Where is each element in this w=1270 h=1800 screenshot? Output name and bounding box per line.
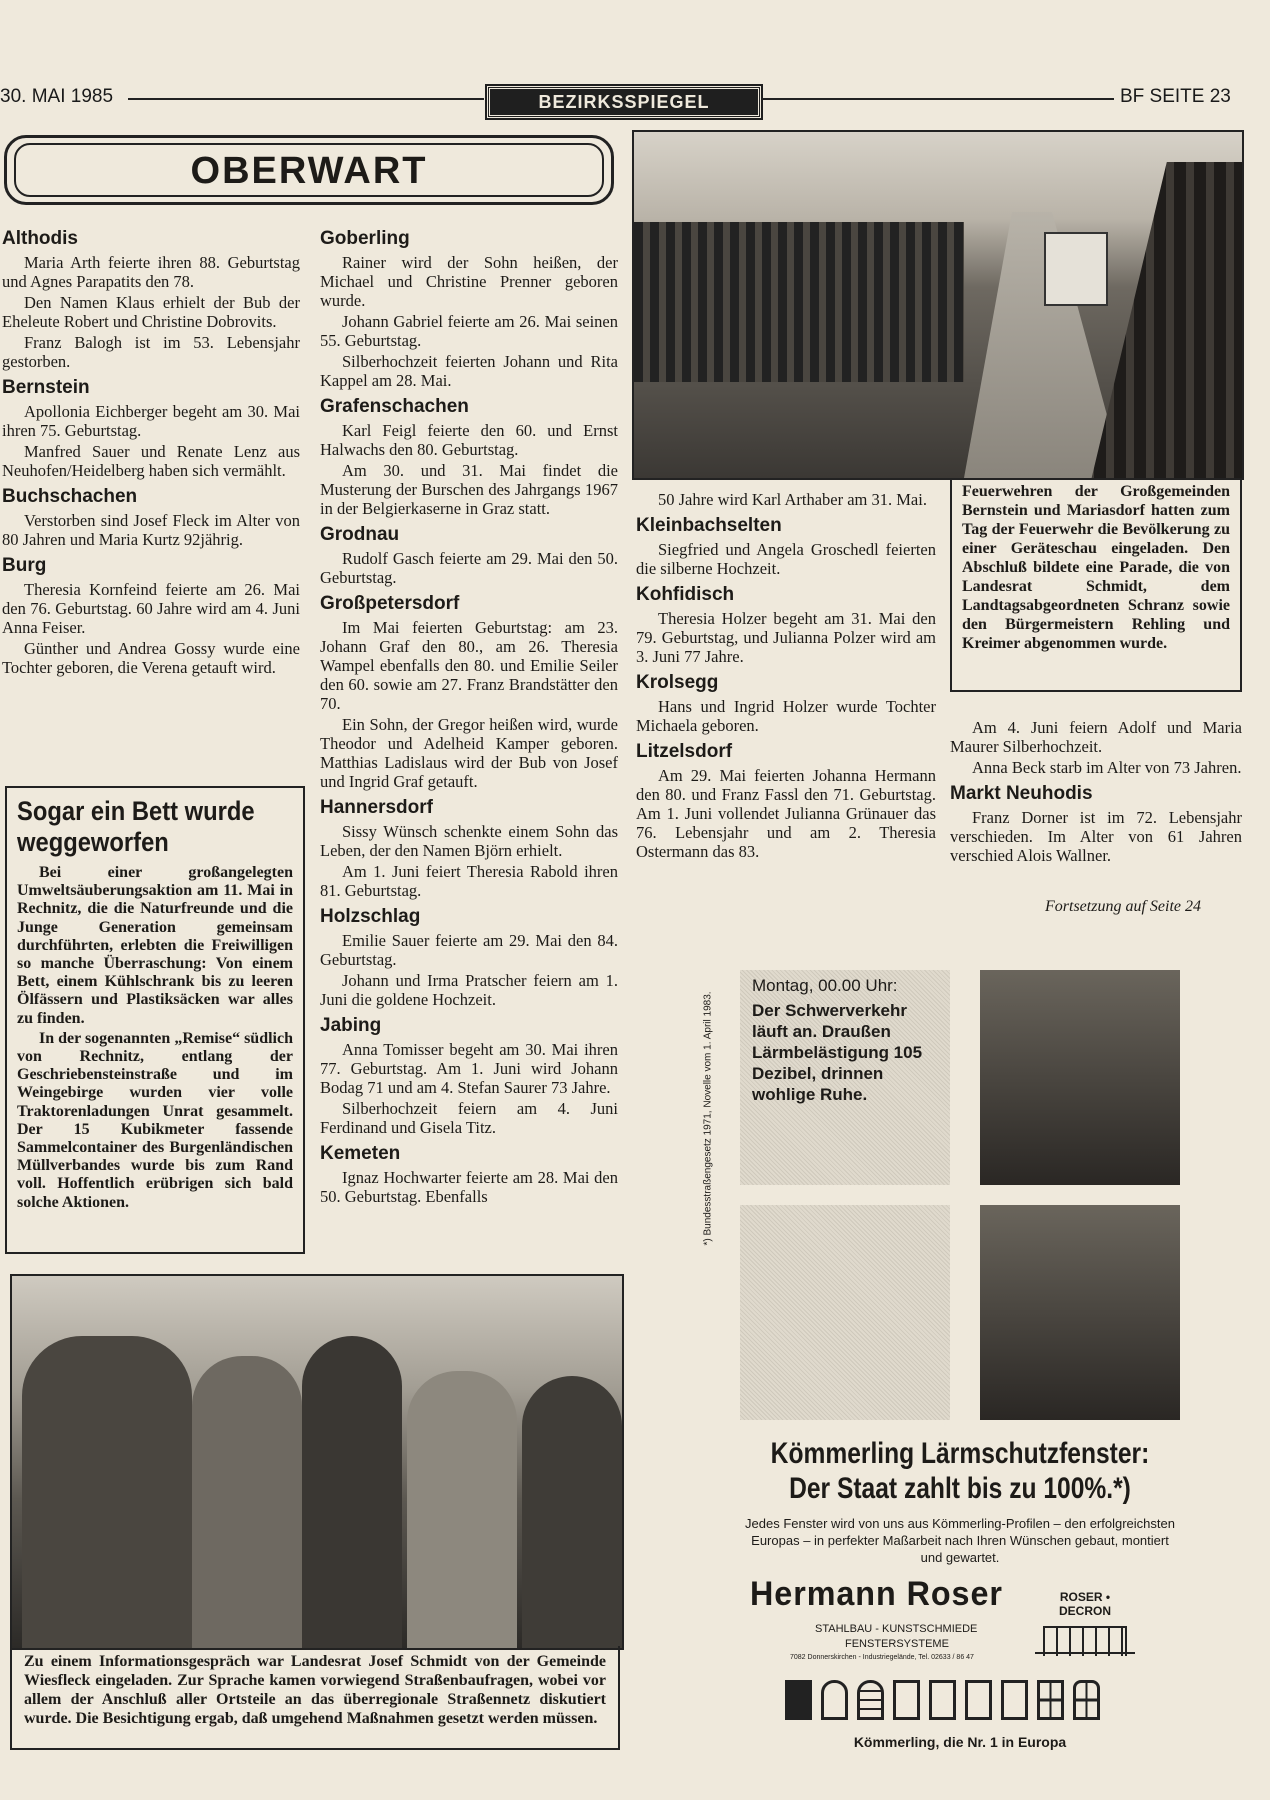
company-name: Hermann Roser: [750, 1575, 1003, 1613]
news-paragraph: 50 Jahre wird Karl Arthaber am 31. Mai.: [658, 490, 927, 509]
news-paragraph: Maria Arth feierte ihren 88. Geburtstag und Agnes Parapatits den 78.: [2, 253, 300, 291]
news-paragraph: Karl Feigl feierte den 60. und Ernst Halwachs den 80. Geburtstag.: [320, 421, 618, 459]
place-heading: Althodis: [2, 228, 78, 249]
news-paragraph: Am 30. und 31. Mai findet die Musterung der Burschen des Jahrgangs 1967 in der Belgierkaserne in Graz statt.: [320, 461, 618, 518]
news-paragraph: Rainer wird der Sohn heißen, der Michael und Christine Prenner geboren wurde.: [320, 253, 618, 310]
column-3: [636, 490, 936, 863]
company-line-1: STAHLBAU - KUNSTSCHMIEDE: [815, 1623, 978, 1635]
place-heading: Kleinbachselten: [636, 515, 782, 536]
news-paragraph: Siegfried und Angela Groschedl feierten die silberne Hochzeit.: [636, 540, 936, 578]
place-heading: Buchschachen: [2, 486, 138, 507]
column-4: [950, 718, 1242, 867]
arched-window-icon: [821, 1680, 848, 1720]
place-heading: Krolsegg: [636, 672, 719, 693]
ad-headline-1: Kömmerling Lärmschutzfenster:: [770, 1437, 1150, 1470]
story-title: Sogar ein Bett wurde weggeworfen: [17, 796, 255, 857]
news-paragraph: Manfred Sauer und Renate Lenz aus Neuhofen/Heidelberg haben sich vermählt.: [2, 442, 300, 480]
window-pane-truck: [740, 1205, 950, 1420]
column-1: [2, 222, 300, 679]
meeting-caption: Zu einem Informationsgespräch war Landesrat Josef Schmidt von der Gemeinde Wiesfleck eingeladen. Zur Sprache kamen vorwiegend Straßenbaufragen, wobei vor allem der Anschluß aller Ortsteile an das überregionale Straßennetz diskutiert wurde. Die Besichtigung ergab, daß umgehend Maßnahmen gesetzt werden müssen.: [10, 1646, 620, 1750]
news-paragraph: Den Namen Klaus erhielt der Bub der Eheleute Robert und Christine Dobrovits.: [2, 293, 300, 331]
kommerling-logo-icon: [785, 1680, 812, 1720]
fire-brigade-caption: Feuerwehren der Großgemeinden Bernstein und Mariasdorf hatten zum Tag der Feuerwehr die Bevölkerung zu einer Geräteschau eingeladen. Den Abschluß bildete eine Parade, die von Landesrat Schmidt, dem Landtagsabgeordneten Schranz sowie den Bürgermeistern Rehling und Kreimer abgenommen wurde.: [950, 478, 1242, 692]
plain-window-icon: [1001, 1680, 1028, 1720]
region-title: OBERWART: [14, 143, 604, 197]
news-paragraph: Franz Balogh ist im 53. Lebensjahr gestorben.: [2, 333, 300, 371]
header-rule-right: [762, 98, 1114, 100]
news-paragraph: Johann und Irma Pratscher feiern am 1. Juni die goldene Hochzeit.: [320, 971, 618, 1009]
news-paragraph: Ignaz Hochwarter feierte am 28. Mai den 50. Geburtstag. Ebenfalls: [320, 1168, 618, 1206]
news-paragraph: Hans und Ingrid Holzer wurde Tochter Michaela geboren.: [636, 697, 936, 735]
window-types-row: [785, 1680, 1109, 1720]
grid-window-icon: [1037, 1680, 1064, 1720]
place-heading: Grodnau: [320, 524, 400, 545]
news-paragraph: Silberhochzeit feiern am 4. Juni Ferdinand und Gisela Titz.: [320, 1099, 618, 1137]
place-heading: Bernstein: [2, 377, 90, 398]
window-pane: [980, 970, 1180, 1185]
news-paragraph: Apollonia Eichberger begeht am 30. Mai ihren 75. Geburtstag.: [2, 402, 300, 440]
story-box: [5, 786, 305, 1254]
company-address: 7082 Donnerskirchen - Industriegelände, Tel. 02633 / 86 47: [790, 1654, 974, 1661]
column-2: [320, 222, 618, 1208]
news-paragraph: Rudolf Gasch feierte am 29. Mai den 50. Geburtstag.: [320, 549, 618, 587]
page-number: BF SEITE 23: [1120, 86, 1231, 107]
place-heading: Kemeten: [320, 1143, 401, 1164]
company-line-2: FENSTERSYSTEME: [845, 1638, 949, 1650]
continued-note: Fortsetzung auf Seite 24: [1045, 898, 1201, 915]
casement-window-icon: [965, 1680, 992, 1720]
place-heading: Großpetersdorf: [320, 593, 460, 614]
news-paragraph: Am 4. Juni feiern Adolf und Maria Maurer Silberhochzeit.: [950, 718, 1242, 756]
ad-body: Jedes Fenster wird von uns aus Kömmerling-Profilen – den erfolgreichsten Europas – in perfekter Maßarbeit nach Ihren Wünschen gebaut, montiert und gewartet.: [745, 1516, 1175, 1565]
arched-grid-window-icon: [857, 1680, 884, 1720]
fire-brigade-parade-photo: [632, 130, 1244, 480]
tilt-window-icon: [893, 1680, 920, 1720]
ad-headline-2: Der Staat zahlt bis zu 100%.*): [789, 1472, 1131, 1505]
ad-footnote: *) Bundesstraßengesetz 1971, Novelle vom 1. April 1983.: [702, 991, 714, 1246]
arched-grid-window-icon: [1073, 1680, 1100, 1720]
news-paragraph: Silberhochzeit feierten Johann und Rita Kappel am 28. Mai.: [320, 352, 618, 390]
news-paragraph: Emilie Sauer feierte am 29. Mai den 84. Geburtstag.: [320, 931, 618, 969]
news-paragraph: Franz Dorner ist im 72. Lebensjahr verschieden. Im Alter von 61 Jahren verschied Alois Wallner.: [950, 808, 1242, 865]
news-paragraph: Günther und Andrea Gossy wurde eine Tochter geboren, die Verena getauft wird.: [2, 639, 300, 677]
logo-text: ROSER • DECRON: [1058, 1590, 1111, 1618]
place-heading: Markt Neuhodis: [950, 783, 1093, 804]
news-paragraph: Theresia Kornfeind feierte am 26. Mai den 76. Geburtstag. 60 Jahre wird am 4. Juni Anna Feiser.: [2, 580, 300, 637]
section-label: BEZIRKSSPIEGEL: [487, 86, 761, 118]
news-paragraph: Am 1. Juni feiert Theresia Rabold ihren 81. Geburtstag.: [320, 862, 618, 900]
kommerling-ad: [690, 950, 1230, 1760]
window-pane: [980, 1205, 1180, 1420]
roser-decron-logo: [1035, 1590, 1135, 1654]
news-paragraph: Verstorben sind Josef Fleck im Alter von 80 Jahren und Maria Kurtz 92jährig.: [2, 511, 300, 549]
place-heading: Jabing: [320, 1015, 382, 1036]
place-heading: Goberling: [320, 228, 410, 249]
news-paragraph: Sissy Wünsch schenkte einem Sohn das Leben, der den Namen Björn erhielt.: [320, 822, 618, 860]
meeting-photo: [10, 1274, 624, 1650]
place-heading: Burg: [2, 555, 47, 576]
news-paragraph: Anna Tomisser begeht am 30. Mai ihren 77. Geburtstag. Am 1. Juni wird Johann Bodag 71 und am 4. Stefan Saurer 73 Jahre.: [320, 1040, 618, 1097]
ad-slogan: Kömmerling, die Nr. 1 in Europa: [853, 1734, 1067, 1750]
news-paragraph: Theresia Holzer begeht am 31. Mai den 79. Geburtstag, und Julianna Polzer wird am 3. Juni 77 Jahre.: [636, 609, 936, 666]
place-heading: Hannersdorf: [320, 797, 433, 818]
region-banner: [4, 135, 614, 205]
news-paragraph: Johann Gabriel feierte am 26. Mai seinen 55. Geburtstag.: [320, 312, 618, 350]
place-heading: Holzschlag: [320, 906, 421, 927]
place-heading: Litzelsdorf: [636, 741, 733, 762]
header-rule-left: [128, 98, 484, 100]
news-paragraph: Anna Beck starb im Alter von 73 Jahren.: [972, 758, 1242, 777]
news-paragraph: Im Mai feierten Geburtstag: am 23. Johann Graf den 80., am 26. Theresia Wampel ebenfalls den 80. und Emilie Seiler den 60. sowie am 27. Franz Brandstätter den 70.: [320, 618, 618, 713]
tilt-window-icon: [929, 1680, 956, 1720]
ad-time: Montag, 00.00 Uhr:: [752, 976, 898, 995]
ad-claim: Der Schwerverkehr läuft an. Draußen Lärmbelästigung 105 Dezibel, drinnen wohlige Ruhe.: [752, 1001, 923, 1104]
place-heading: Grafenschachen: [320, 396, 469, 417]
news-paragraph: Am 29. Mai feierten Johanna Hermann den 80. und Franz Fassl den 71. Geburtstag. Am 1. Juni vollendet Julianna Grünauer das 76. Lebensjahr und am 2. Theresia Ostermann das 83.: [636, 766, 936, 861]
place-heading: Kohfidisch: [636, 584, 735, 605]
news-paragraph: Ein Sohn, der Gregor heißen wird, wurde Theodor und Adelheid Kamper geboren. Matthias Ladislaus wird der Bub von Josef und Ingrid Graf getauft.: [320, 715, 618, 791]
story-paragraph: In der sogenannten „Remise“ südlich von Rechnitz, entlang der Geschriebensteinstraße und im Weingebirge wurden vier volle Traktorenladungen Unrat gesammelt. Der 15 Kubikmeter fassende Sammelcontainer des Burgenländischen Müllverbandes wurde bis zum Rand voll. Hoffentlich erübrigen sich bald solche Aktionen.: [17, 1029, 293, 1211]
issue-date: 30. MAI 1985: [0, 86, 114, 107]
story-paragraph: Bei einer großangelegten Umweltsäuberungsaktion am 11. Mai in Rechnitz, die die Naturfreunde und die Junge Generation gemeinsam durchführten, erlebten die Freiwilligen so manche Überraschung: Von einem Bett, einem Kühlschrank bis zu leeren Ölfässern und Plastiksäcken war alles zu finden.: [17, 864, 293, 1027]
